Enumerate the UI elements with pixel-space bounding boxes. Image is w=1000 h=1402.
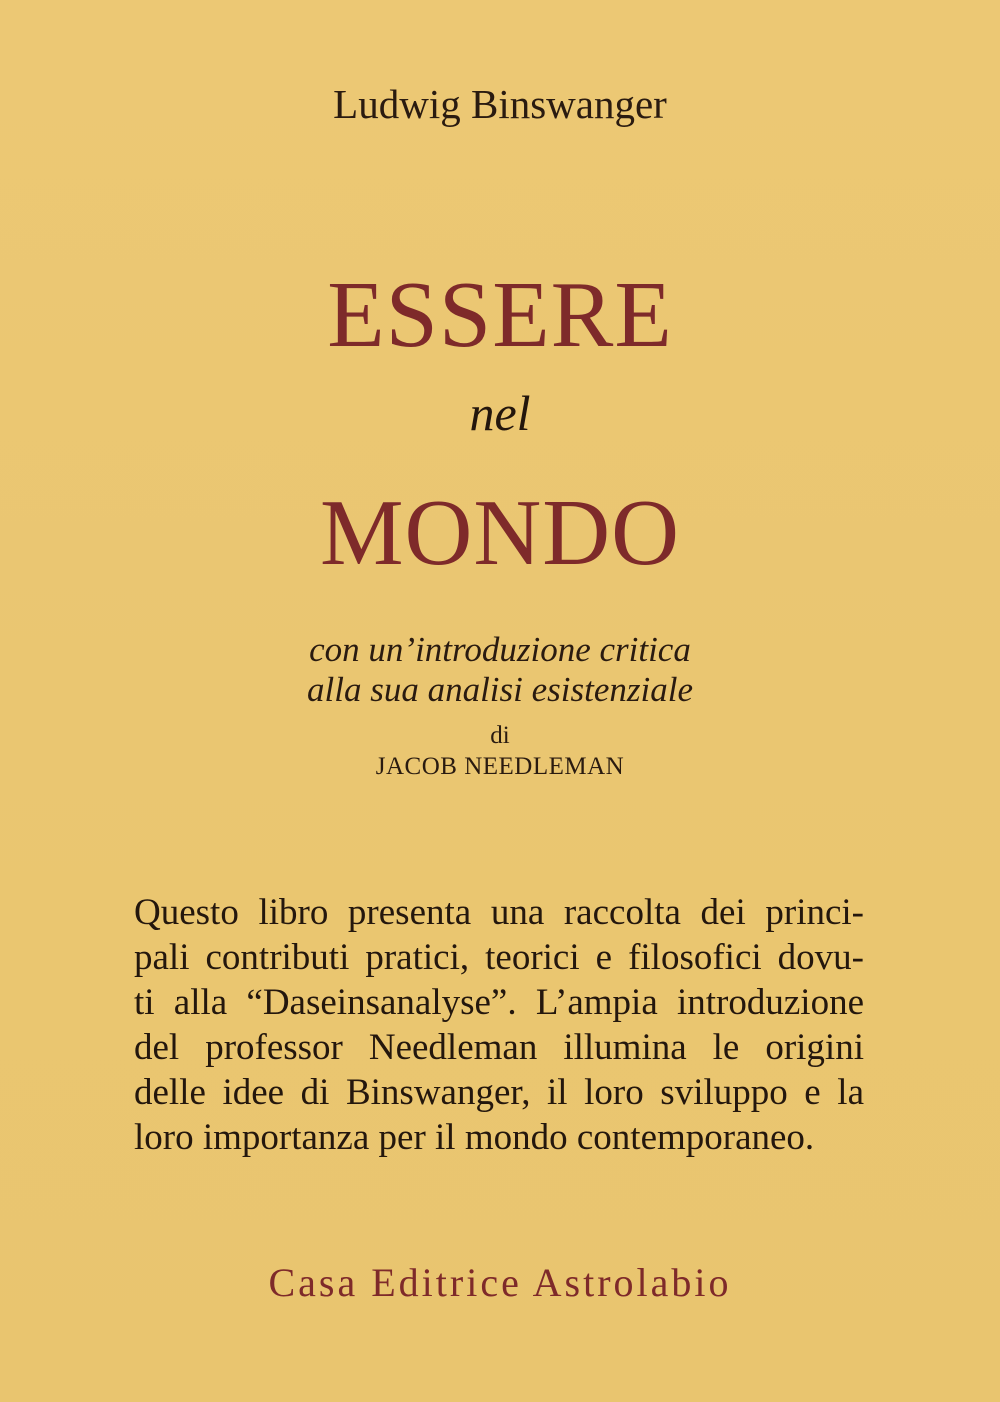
author-name: Ludwig Binswanger — [333, 81, 667, 127]
blurb-text — [134, 890, 864, 1160]
subtitle — [0, 630, 1000, 710]
blurb-line: loro importanza per il mondo contemporaneo. — [134, 1117, 815, 1158]
subtitle-line-1: con un’introduzione critica — [309, 630, 691, 669]
title-connector: nel — [469, 385, 531, 441]
by-label: di — [490, 722, 510, 749]
publisher-name: Casa Editrice Astrolabio — [268, 1260, 732, 1305]
title-line-1: ESSERE — [327, 263, 673, 367]
blurb-line: pali contributi pratici, teorici e filosofici dovu- — [134, 937, 864, 978]
blurb-line: delle idee di Binswanger, il loro sviluppo e la — [134, 1072, 864, 1113]
subtitle-line-2: alla sua analisi esistenziale — [307, 670, 693, 709]
blurb-line: del professor Needleman illumina le origini — [134, 1027, 864, 1068]
blurb-line: ti alla “Daseinsanalyse”. L’ampia introduzione — [134, 982, 864, 1023]
blurb-line: Questo libro presenta una raccolta dei princi- — [134, 892, 864, 933]
title-line-2: MONDO — [319, 481, 681, 585]
introducer-name: JACOB NEEDLEMAN — [375, 753, 625, 780]
